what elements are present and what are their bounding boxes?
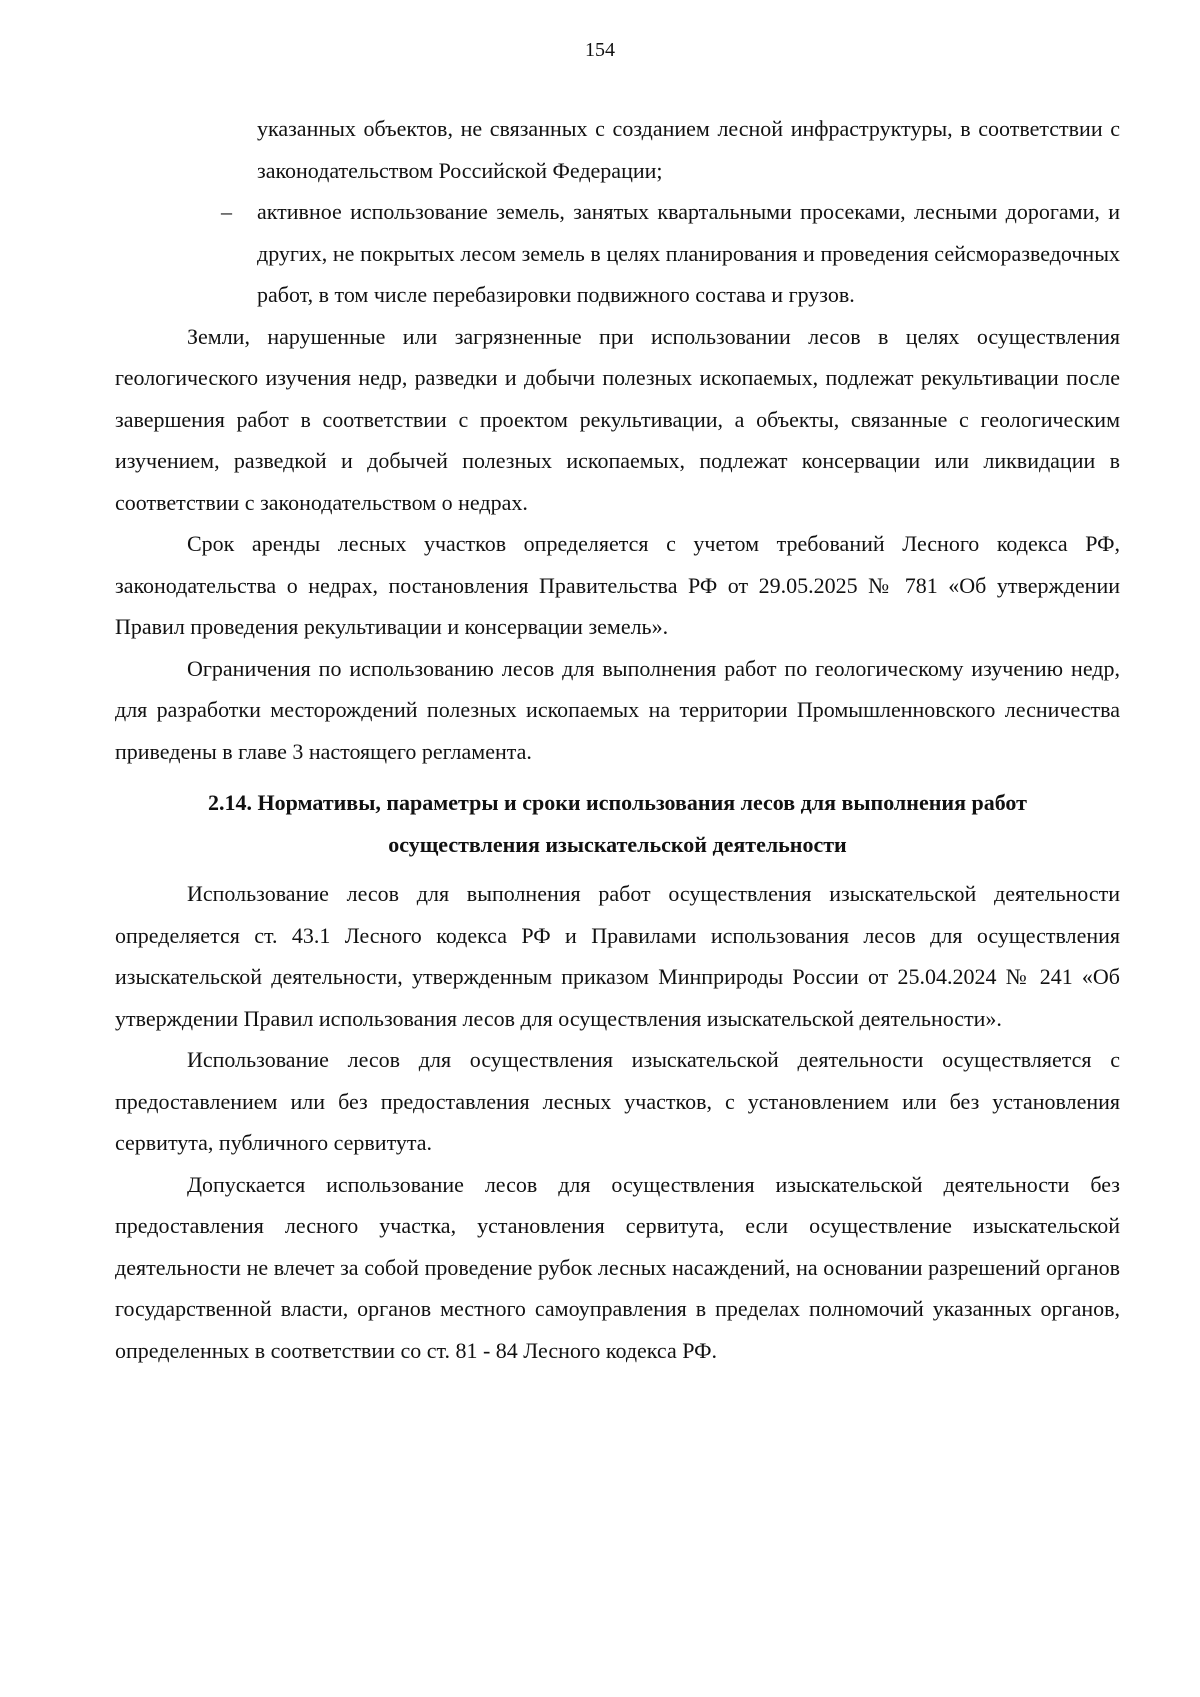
paragraph-survey-servitude: Использование лесов для осуществления изыскательской деятельности осуществляется с предоставлением или без предоставления лесных участков, с установлением или без установления сервитута, публичного сервитута. bbox=[115, 1047, 1120, 1155]
section-heading: 2.14. Нормативы, параметры и сроки использования лесов для выполнения работ осуществления изыскательской деятельности bbox=[208, 790, 1027, 857]
bullet-continuation: указанных объектов, не связанных с созданием лесной инфраструктуры, в соответствии с законодательством Российской Федерации; bbox=[257, 116, 1120, 183]
page-body bbox=[115, 108, 1120, 1371]
paragraph-survey-definition: Использование лесов для выполнения работ осуществления изыскательской деятельности определяется ст. 43.1 Лесного кодекса РФ и Правилами использования лесов для осуществления изыскательской деятельности, утвержденным приказом Минприроды России от 25.04.2024 № 241 «Об утверждении Правил использования лесов для осуществления изыскательской деятельности». bbox=[115, 881, 1120, 1031]
bullet-item-text: активное использование земель, занятых квартальными просеками, лесными дорогами, и других, не покрытых лесом земель в целях планирования и проведения сейсморазведочных работ, в том числе перебазировки подвижного состава и грузов. bbox=[257, 199, 1120, 307]
page-number: 154 bbox=[585, 39, 615, 61]
bullet-item bbox=[221, 191, 1120, 316]
paragraph-land-reclamation: Земли, нарушенные или загрязненные при использовании лесов в целях осуществления геологического изучения недр, разведки и добычи полезных ископаемых, подлежат рекультивации после завершения работ в соответствии с проектом рекультивации, а объекты, связанные с геологическим изучением, разведкой и добычей полезных ископаемых, подлежат консервации или ликвидации в соответствии с законодательством о недрах. bbox=[115, 323, 1120, 515]
paragraph-lease-term: Срок аренды лесных участков определяется с учетом требований Лесного кодекса РФ, законодательства о недрах, постановления Правительства РФ от 29.05.2025 № 781 «Об утверждении Правил проведения рекультивации и консервации земель». bbox=[115, 531, 1120, 639]
paragraph-restrictions: Ограничения по использованию лесов для выполнения работ по геологическому изучению недр, для разработки месторождений полезных ископаемых на территории Промышленновского лесничества приведены в главе 3 настоящего регламента. bbox=[115, 655, 1120, 764]
paragraph-survey-permission: Допускается использование лесов для осуществления изыскательской деятельности без предоставления лесного участка, установления сервитута, если осуществление изыскательской деятельности не влечет за собой проведение рубок лесных насаждений, на основании разрешений органов государственной власти, органов местного самоуправления в пределах полномочий указанных органов, определенных в соответствии со ст. 81 - 84 Лесного кодекса РФ. bbox=[115, 1171, 1120, 1363]
bullet-dash: – bbox=[221, 199, 232, 224]
